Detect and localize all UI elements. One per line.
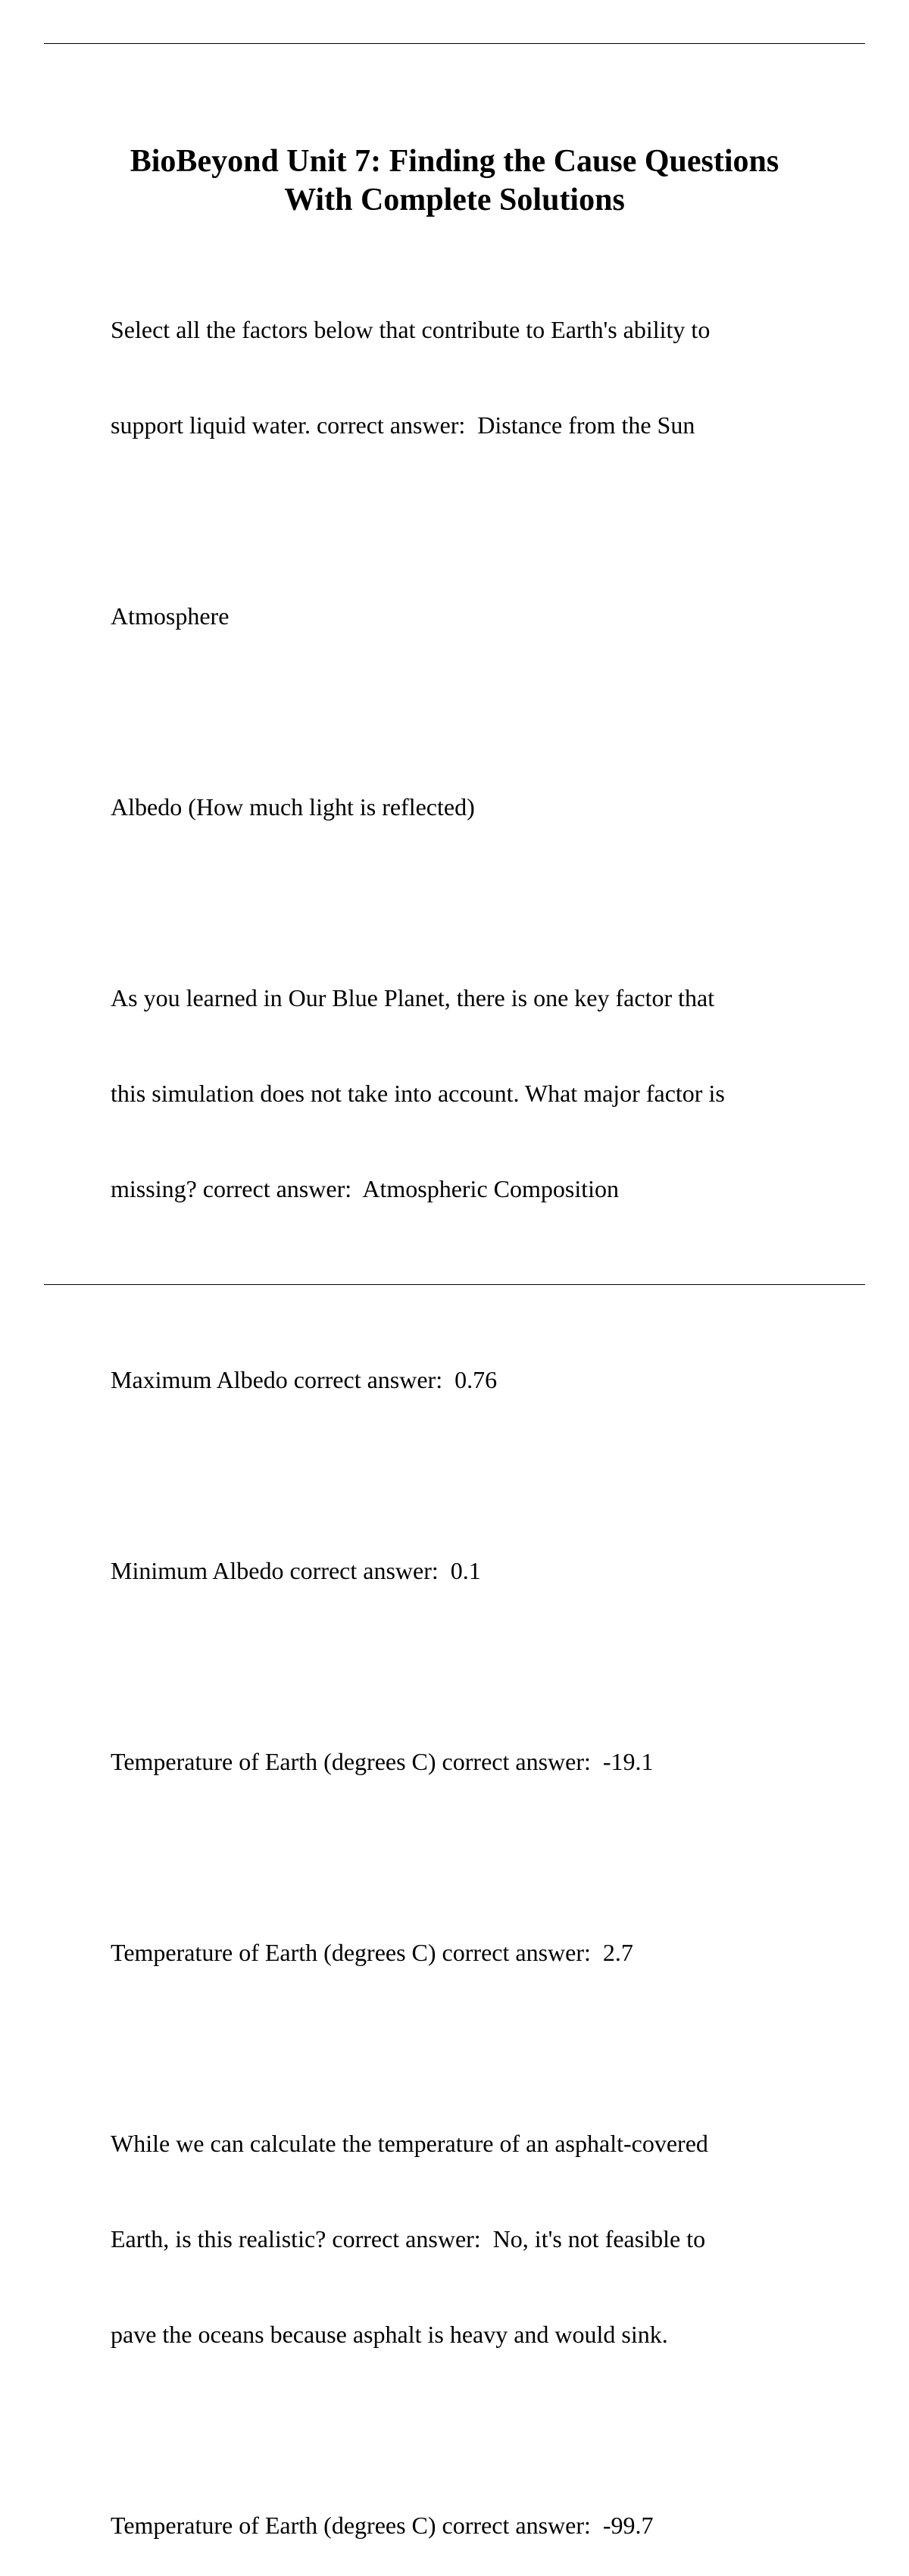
text-line: Earth, is this realistic? correct answer: No, it's not feasible to xyxy=(111,2225,706,2252)
question-paragraph xyxy=(111,2064,823,2414)
text-line: Select all the factors below that contribute to Earth's ability to xyxy=(111,316,711,343)
question-paragraph xyxy=(111,1491,823,1650)
title-line: BioBeyond Unit 7: Finding the Cause Questions xyxy=(130,144,779,179)
text-line: Albedo (How much light is reflected) xyxy=(111,793,475,821)
document-title xyxy=(76,142,833,220)
text-line: support liquid water. correct answer: Distance from the Sun xyxy=(111,411,695,439)
document-body xyxy=(111,250,823,2576)
text-line: Minimum Albedo correct answer: 0.1 xyxy=(111,1557,481,1584)
text-line: Temperature of Earth (degrees C) correct answer: 2.7 xyxy=(111,1939,633,1966)
text-line: this simulation does not take into account. What major factor is xyxy=(111,1080,725,1107)
question-paragraph xyxy=(111,1300,823,1459)
bottom-rule xyxy=(44,1284,865,1285)
text-line: Atmosphere xyxy=(111,602,230,630)
top-rule xyxy=(44,43,865,44)
text-line: Maximum Albedo correct answer: 0.76 xyxy=(111,1366,498,1393)
question-paragraph xyxy=(111,2446,823,2576)
question-paragraph xyxy=(111,250,823,505)
question-paragraph xyxy=(111,1873,823,2032)
answer-paragraph xyxy=(111,536,823,696)
text-line: As you learned in Our Blue Planet, there is one key factor that xyxy=(111,984,715,1011)
title-line: With Complete Solutions xyxy=(284,183,625,217)
text-line: Temperature of Earth (degrees C) correct answer: -99.7 xyxy=(111,2512,654,2539)
question-paragraph xyxy=(111,918,823,1268)
answer-paragraph xyxy=(111,727,823,886)
text-line: Temperature of Earth (degrees C) correct answer: -19.1 xyxy=(111,1748,654,1775)
question-paragraph xyxy=(111,1682,823,1841)
text-line: missing? correct answer: Atmospheric Composition xyxy=(111,1175,619,1202)
text-line: While we can calculate the temperature of an asphalt-covered xyxy=(111,2130,708,2157)
text-line: pave the oceans because asphalt is heavy and would sink. xyxy=(111,2321,668,2348)
